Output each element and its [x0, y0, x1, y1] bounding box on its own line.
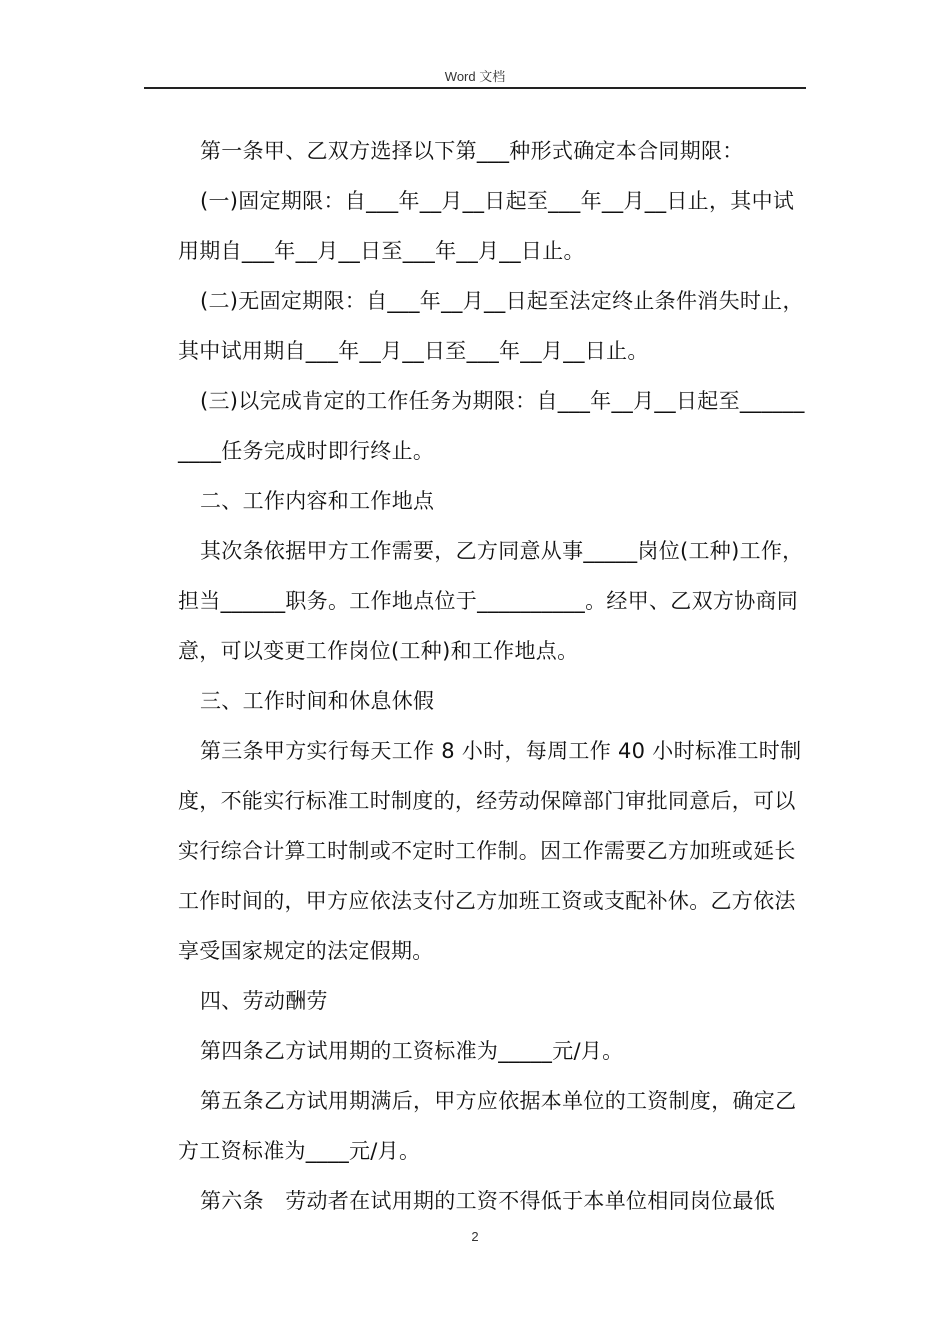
document-body: [178, 126, 808, 1226]
paragraph-article-6: 第六条 劳动者在试用期的工资不得低于本单位相同岗位最低: [200, 1189, 776, 1213]
page-number: 2: [471, 1229, 479, 1244]
paragraph-fixed-term: (一)固定期限：自___年__月__日起至___年__月__日止，其中试用期自___年__月__日至___年__月__日止。: [178, 189, 795, 263]
paragraph-article-2: 其次条依据甲方工作需要，乙方同意从事_____岗位(工种)工作，担当______职务。工作地点位于__________。经甲、乙双方协商同意，可以变更工作岗位(工种)和工作地点。: [178, 539, 804, 663]
paragraph-article-3: 第三条甲方实行每天工作 8 小时，每周工作 40 小时标准工时制度，不能实行标准工时制度的，经劳动保障部门审批同意后，可以实行综合计算工时制或不定时工作制。因工作需要乙方加班或延长工作时间的，甲方应依法支付乙方加班工资或支配补休。乙方依法享受国家规定的法定假期。: [178, 739, 802, 963]
paragraph-task-term: (三)以完成肯定的工作任务为期限：自___年__月__日起至__________任务完成时即行终止。: [178, 389, 805, 463]
paragraph-article-4: 第四条乙方试用期的工资标准为_____元/月。: [200, 1039, 624, 1063]
paragraph-article-1: 第一条甲、乙双方选择以下第___种形式确定本合同期限：: [200, 139, 744, 163]
header-divider: [144, 87, 806, 89]
section-heading-remuneration: 四、劳动酬劳: [200, 989, 328, 1013]
section-heading-work-content: 二、工作内容和工作地点: [200, 489, 435, 513]
section-heading-work-hours: 三、工作时间和休息休假: [200, 689, 435, 713]
paragraph-open-term: (二)无固定期限：自___年__月__日起至法定终止条件消失时止，其中试用期自___年__月__日至___年__月__日止。: [178, 289, 804, 363]
page-header: Word 文档: [444, 69, 506, 84]
paragraph-article-5: 第五条乙方试用期满后，甲方应依据本单位的工资制度，确定乙方工资标准为____元/月。: [178, 1089, 797, 1163]
